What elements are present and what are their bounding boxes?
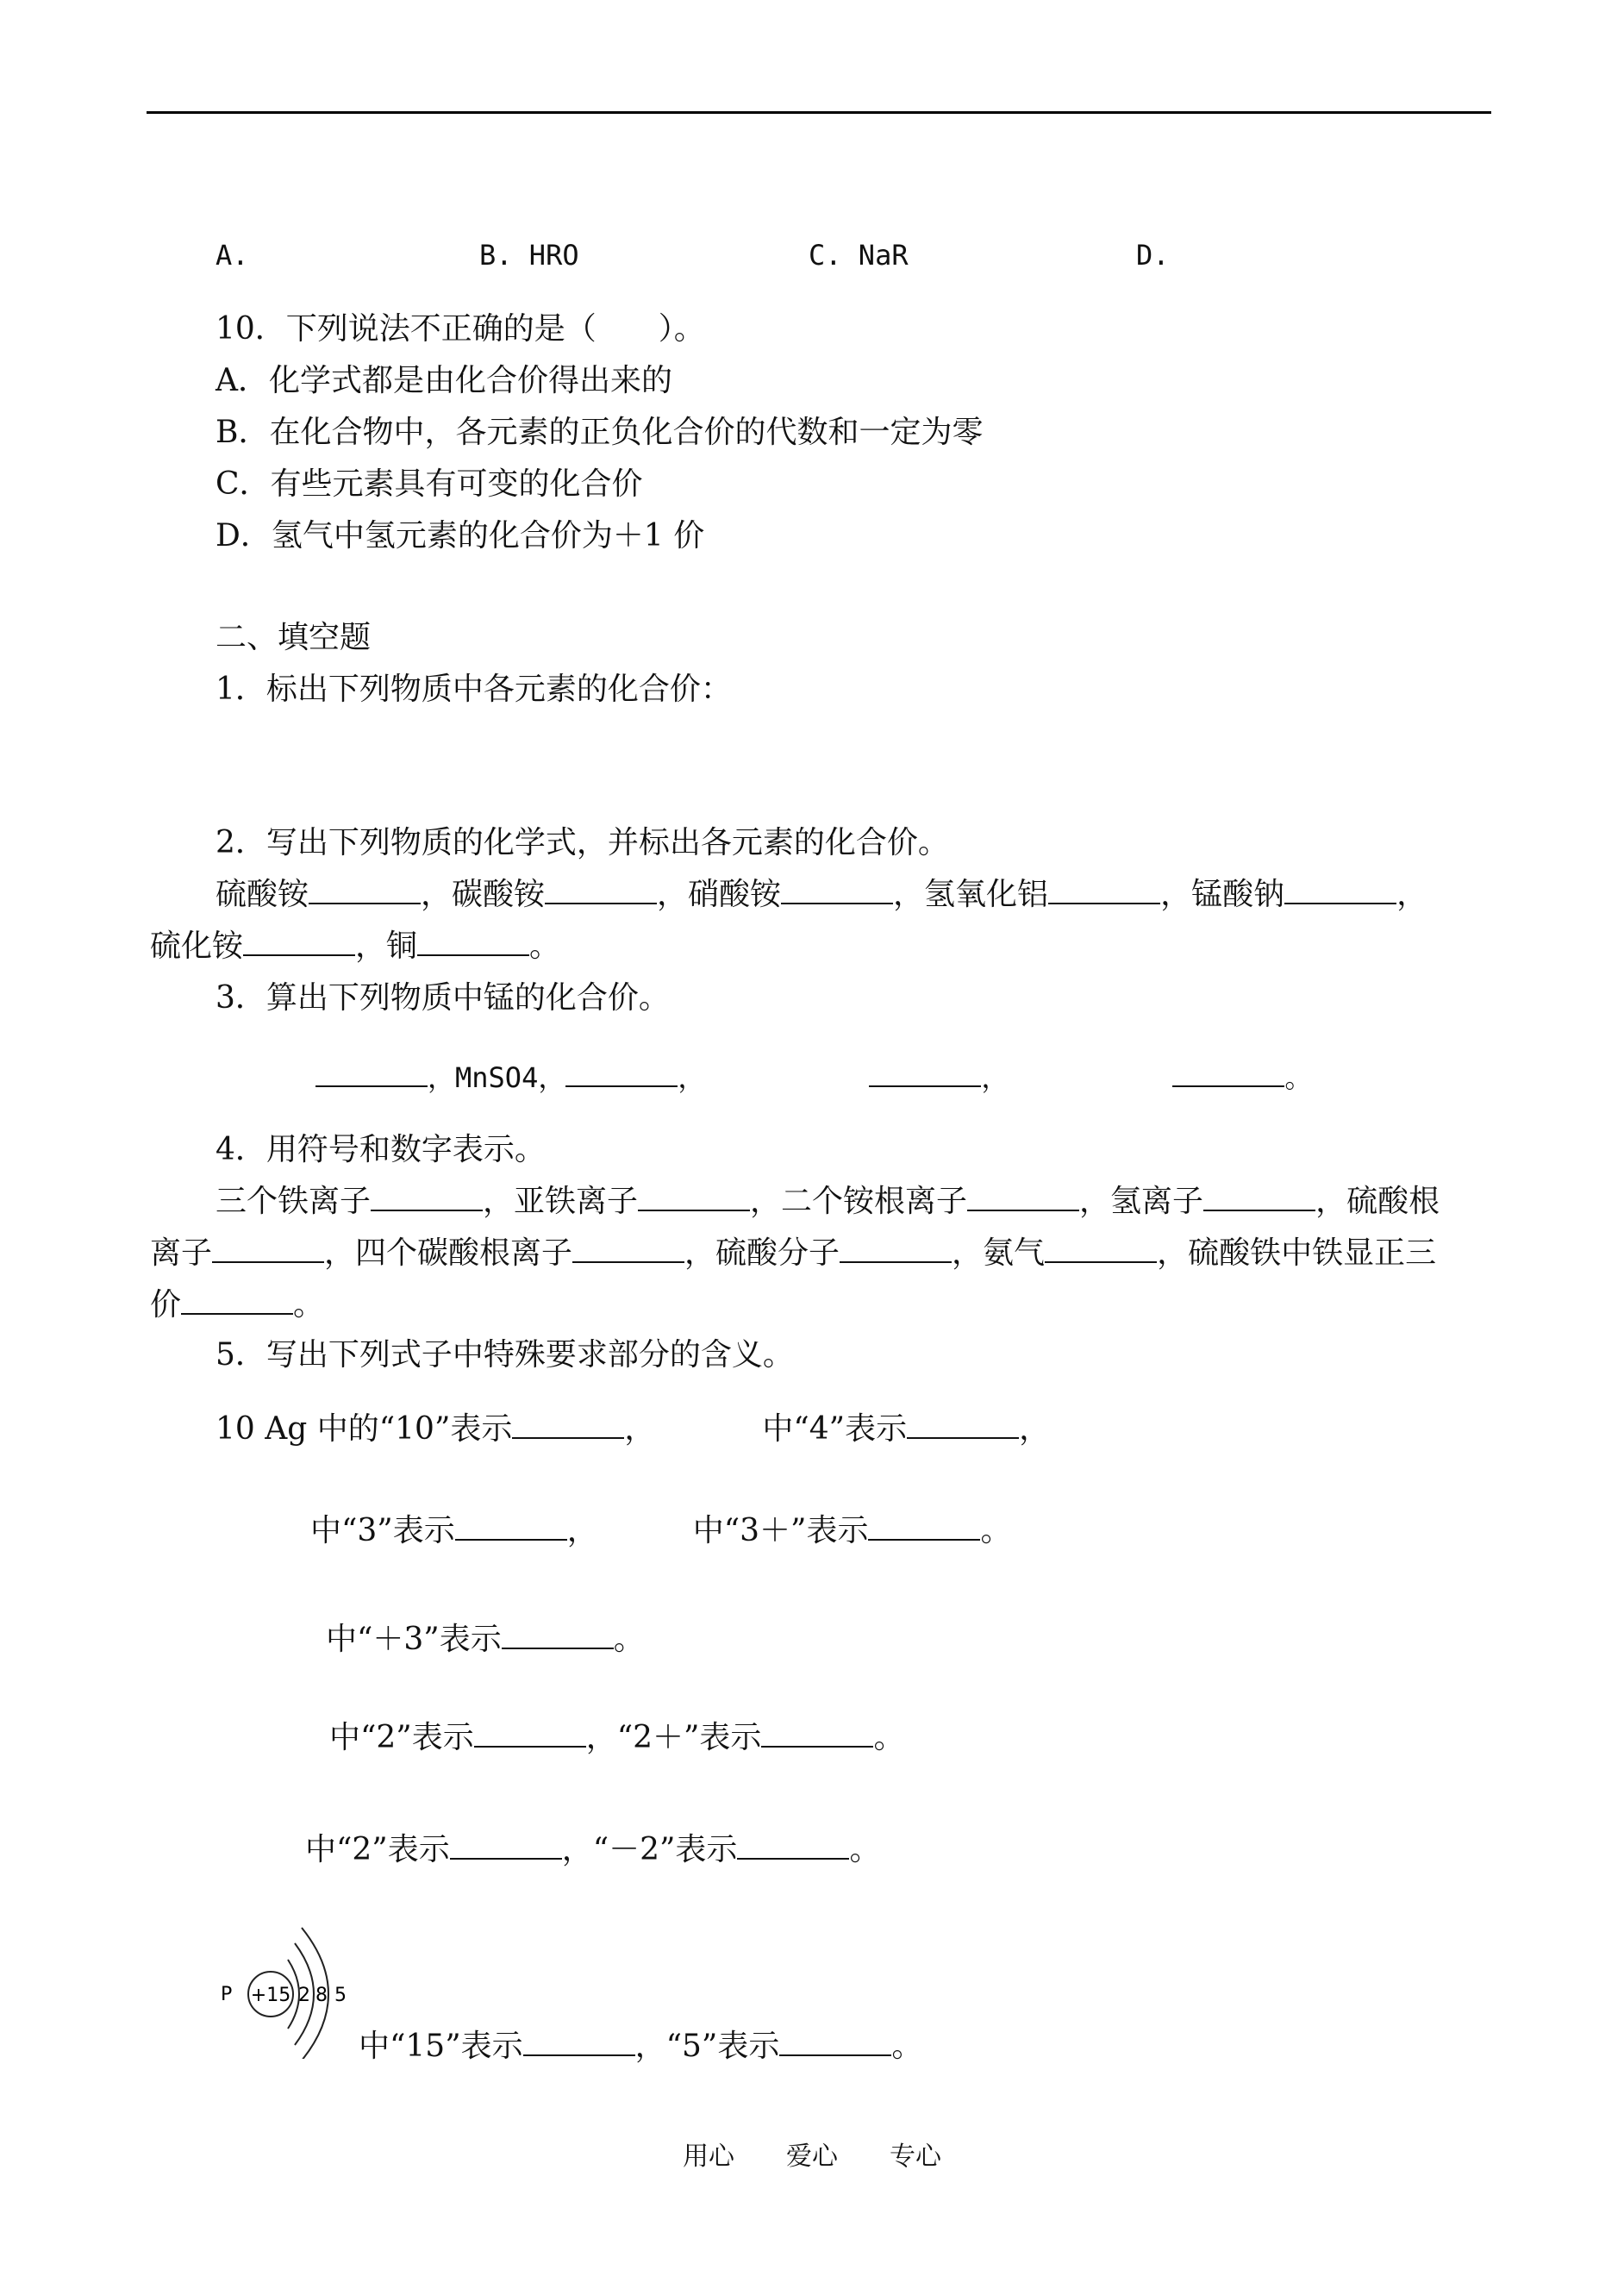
q10-option-d: D．氢气中氢元素的化合价为＋1 价 bbox=[215, 518, 705, 553]
q9-option-a: A. bbox=[215, 239, 249, 272]
fill-q3-stem: 3．算出下列物质中锰的化合价。 bbox=[215, 980, 670, 1016]
shell-electrons-1: 2 bbox=[298, 1985, 310, 2006]
fill-q5-line3: 中“＋3”表示 。 bbox=[326, 1622, 645, 1657]
fill-q5-line4: 中“2”表示 ，“2＋”表示 。 bbox=[329, 1720, 905, 1755]
footer-word-2: 爱心 bbox=[786, 2142, 838, 2172]
nucleus-charge: +15 bbox=[250, 1985, 291, 2006]
q9-option-b: B. HRO bbox=[479, 239, 579, 272]
phosphorus-atom-diagram bbox=[214, 1912, 360, 2059]
q10-option-b: B．在化合物中，各元素的正负化合价的代数和一定为零 bbox=[215, 415, 984, 450]
q9-option-c: C. NaR bbox=[809, 239, 909, 272]
fill-q4-line3: 价 。 bbox=[150, 1287, 325, 1323]
footer-word-1: 用心 bbox=[683, 2142, 734, 2172]
fill-q5-stem: 5．写出下列式子中特殊要求部分的含义。 bbox=[215, 1337, 794, 1373]
header-rule bbox=[147, 111, 1491, 114]
fill-q1: 1．标出下列物质中各元素的化合价： bbox=[215, 672, 732, 707]
fill-q3-line: ，MnSO4， ， ， 。 bbox=[315, 1059, 1312, 1097]
fill-q2-stem: 2．写出下列物质的化学式，并标出各元素的化合价。 bbox=[215, 825, 949, 860]
q10-option-a: A．化学式都是由化合价得出来的 bbox=[215, 363, 672, 398]
q10-stem: 10．下列说法不正确的是（ ）。 bbox=[215, 311, 705, 347]
shell-electrons-2: 8 bbox=[315, 1985, 328, 2006]
footer-word-3: 专心 bbox=[890, 2142, 941, 2172]
fill-q2-line2: 硫化铵 ，铜 。 bbox=[150, 929, 561, 964]
shell-electrons-3: 5 bbox=[334, 1985, 347, 2006]
fill-q4-line2: 离子 ，四个碳酸根离子 ，硫酸分子 ，氨气 ，硫酸铁中铁显正三 bbox=[150, 1235, 1437, 1271]
fill-q4-stem: 4．用符号和数字表示。 bbox=[215, 1132, 546, 1167]
fill-q5-line5: 中“2”表示 ，“－2”表示 。 bbox=[305, 1832, 881, 1867]
page-footer bbox=[0, 2140, 1624, 2174]
fill-q2-line1: 硫酸铵 ，碳酸铵 ，硝酸铵 ，氢氧化铝 ，锰酸钠 ， bbox=[215, 877, 1428, 912]
atom-symbol: P bbox=[221, 1984, 233, 2005]
fill-q5-line2: 中“3”表示 ， 中“3＋”表示 。 bbox=[310, 1513, 1012, 1548]
section-title: 二、填空题 bbox=[215, 620, 372, 655]
fill-q5-line1: 10 Ag 中的“10”表示 ， 中“4”表示 ， bbox=[215, 1411, 1051, 1447]
fill-q4-line1: 三个铁离子 ，亚铁离子 ，二个铵根离子 ，氢离子 ，硫酸根 bbox=[215, 1184, 1440, 1219]
q9-option-d: D. bbox=[1136, 239, 1170, 272]
q10-option-c: C．有些元素具有可变的化合价 bbox=[215, 466, 643, 502]
fill-q5-line6: 中“15”表示 ，“5”表示 。 bbox=[359, 2029, 923, 2064]
